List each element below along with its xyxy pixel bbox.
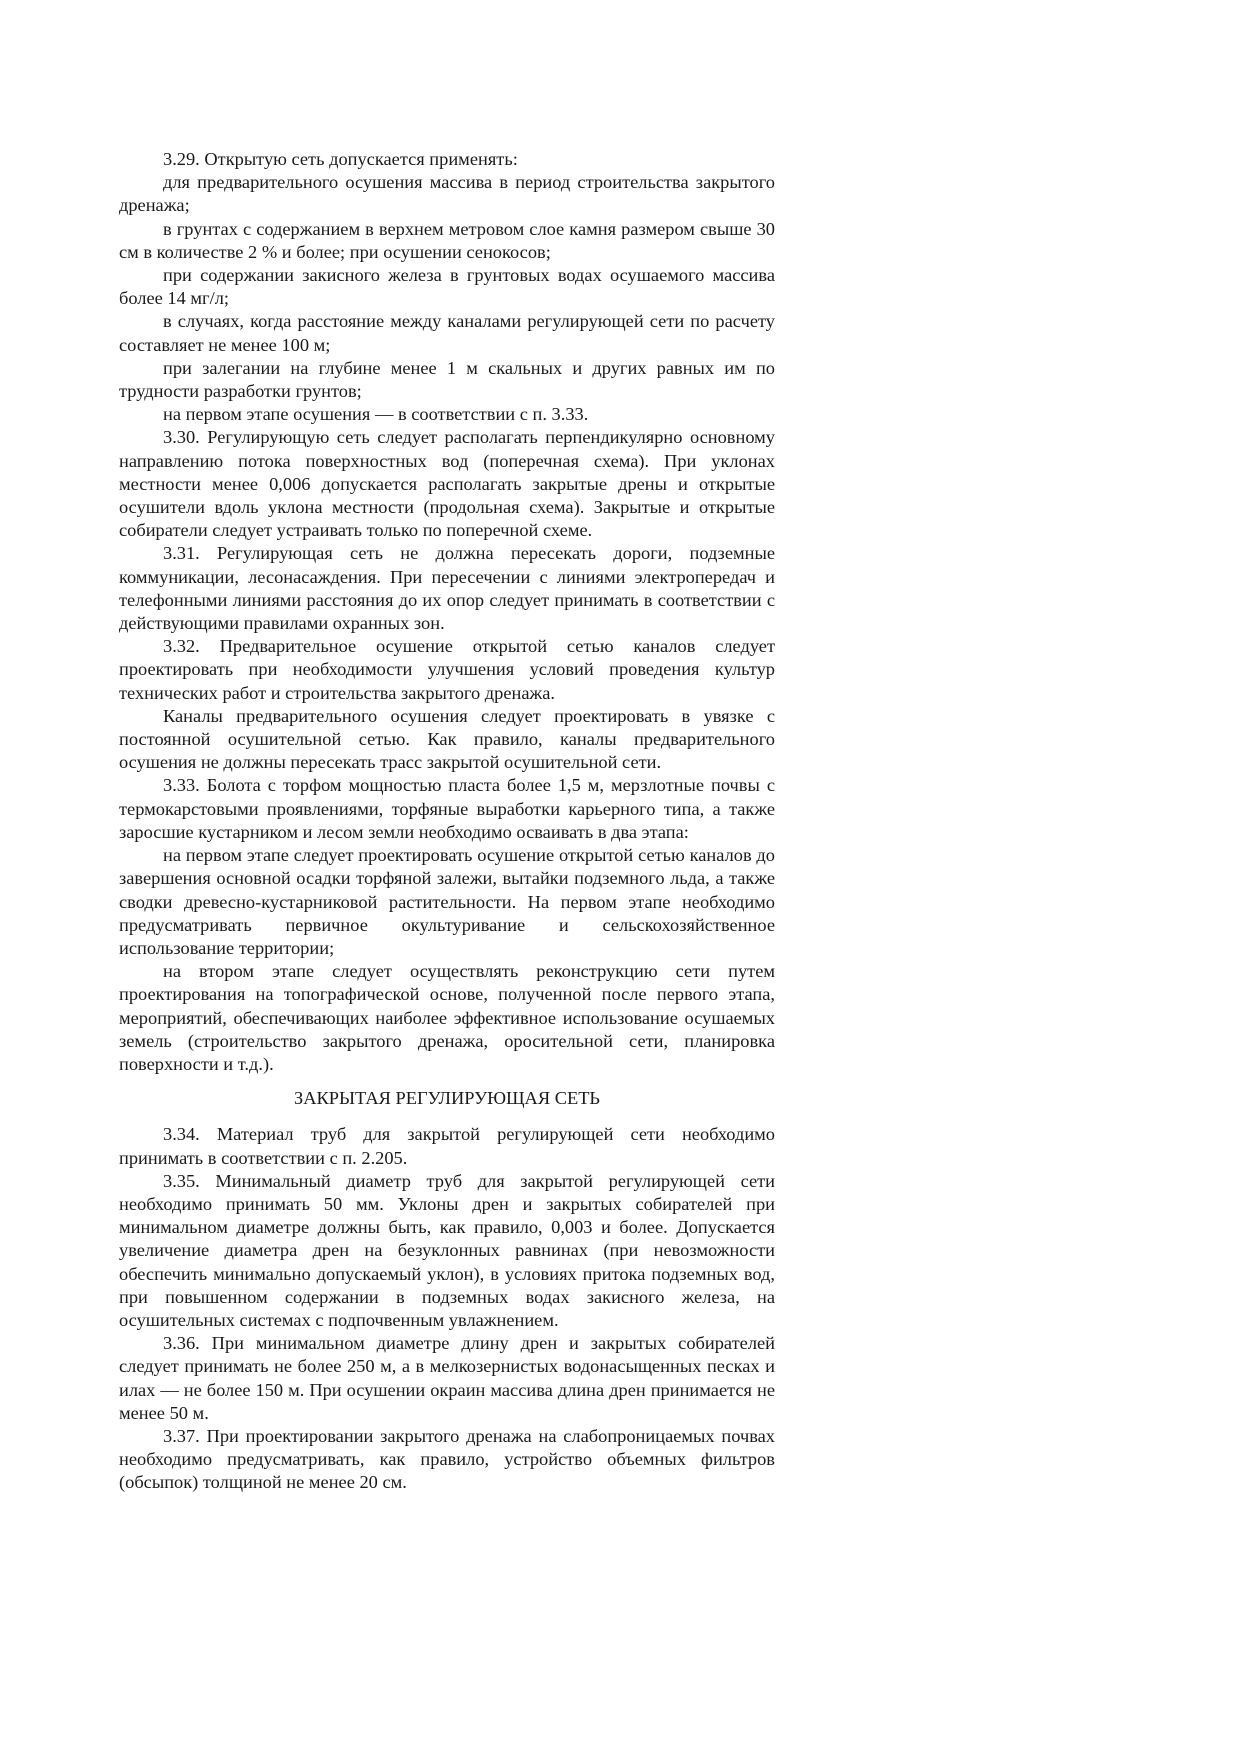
section-heading: ЗАКРЫТАЯ РЕГУЛИРУЮЩАЯ СЕТЬ <box>294 1088 600 1109</box>
paragraph-3-29-item-5: при залегании на глубине менее 1 м скальных и других равных им по трудности разработки грунтов; <box>119 357 775 402</box>
paragraph-3-29-item-4: в случаях, когда расстояние между каналами регулирующей сети по расчету составляет не менее 100 м; <box>119 311 775 355</box>
paragraph-3-37: 3.37. При проектировании закрытого дренажа на слабопроницаемых почвах необходимо предусматривать, как правило, устройство объемных фильтров (обсыпок) толщиной не менее 20 см. <box>119 1425 775 1493</box>
paragraph-3-32: 3.32. Предварительное осушение открытой сетью каналов следует проектировать при необходимости улучшения условий проведения культур технических работ и строительства закрытого дренажа. <box>119 636 775 703</box>
document-page <box>119 148 775 1495</box>
paragraph-3-35: 3.35. Минимальный диаметр труб для закрытой регулирующей сети необходимо принимать 50 мм. Уклоны дрен и закрытых собирателей при минимальном диаметре должны быть, как правило, 0,003 и более. Допускается увеличение диаметра дрен на безуклонных равнинах (при невозможности обеспечить минимально допускаемый уклон), в условиях притока подземных вод, при повышенном содержании в подземных водах закисного железа, на осушительных системах с подпочвенным увлажнением. <box>119 1170 775 1330</box>
paragraph-3-30: 3.30. Регулирующую сеть следует располагать перпендикулярно основному направлению потока поверхностных вод (поперечная схема). При уклонах местности менее 0,006 допускается располагать закрытые дрены и открытые осушители вдоль уклона местности (продольная схема). Закрытые и открытые собиратели следует устраивать только по поперечной схеме. <box>119 427 775 541</box>
paragraph-3-29-item-2: в грунтах с содержанием в верхнем метровом слое камня размером свыше 30 см в количестве 2 % и более; при осушении сенокосов; <box>119 218 775 262</box>
paragraph-3-29-item-3: при содержании закисного железа в грунтовых водах осушаемого массива более 14 мг/л; <box>119 265 775 309</box>
paragraph-3-34: 3.34. Материал труб для закрытой регулирующей сети необходимо принимать в соответствии с п. 2.205. <box>119 1124 775 1168</box>
paragraph-3-33: 3.33. Болота с торфом мощностью пласта более 1,5 м, мерзлотные почвы с термокарстовыми проявлениями, торфяные выработки карьерного типа, а также заросшие кустарником и лесом земли необходимо осваивать в два этапа: <box>119 775 775 842</box>
paragraph-3-29-item-6: на первом этапе осушения — в соответствии с п. 3.33. <box>163 404 589 425</box>
paragraph-3-29-item-1: для предварительного осушения массива в период строительства закрытого дренажа; <box>119 172 775 216</box>
paragraph-3-32-continued: Каналы предварительного осушения следует проектировать в увязке с постоянной осушительной сетью. Как правило, каналы предварительного осушения не должны пересекать трасс закрытой осушительной сети. <box>119 705 775 773</box>
paragraph-3-33-stage-2: на втором этапе следует осуществлять реконструкцию сети путем проектирования на топографической основе, полученной после первого этапа, мероприятий, обеспечивающих наиболее эффективное использование осушаемых земель (строительство закрытого дренажа, оросительной сети, планировка поверхности и т.д.). <box>119 961 775 1074</box>
paragraph-3-31: 3.31. Регулирующая сеть не должна пересекать дороги, подземные коммуникации, лесонасаждения. При пересечении с линиями электропередач и телефонными линиями расстояния до их опор следует принимать в соответствии с действующими правилами охранных зон. <box>119 543 775 634</box>
paragraph-3-36: 3.36. При минимальном диаметре длину дрен и закрытых собирателей следует принимать не более 250 м, а в мелкозернистых водонасыщенных песках и илах — не более 150 м. При осушении окраин массива длина дрен принимается не менее 50 м. <box>119 1333 775 1423</box>
paragraph-3-29: 3.29. Открытую сеть допускается применять: <box>163 149 518 169</box>
paragraph-3-33-stage-1: на первом этапе следует проектировать осушение открытой сетью каналов до завершения основной осадки торфяной залежи, вытайки подземного льда, а также сводки древесно-кустарниковой растительности. На первом этапе необходимо предусматривать первичное окультуривание и сельскохозяйственное использование территории; <box>119 845 775 958</box>
